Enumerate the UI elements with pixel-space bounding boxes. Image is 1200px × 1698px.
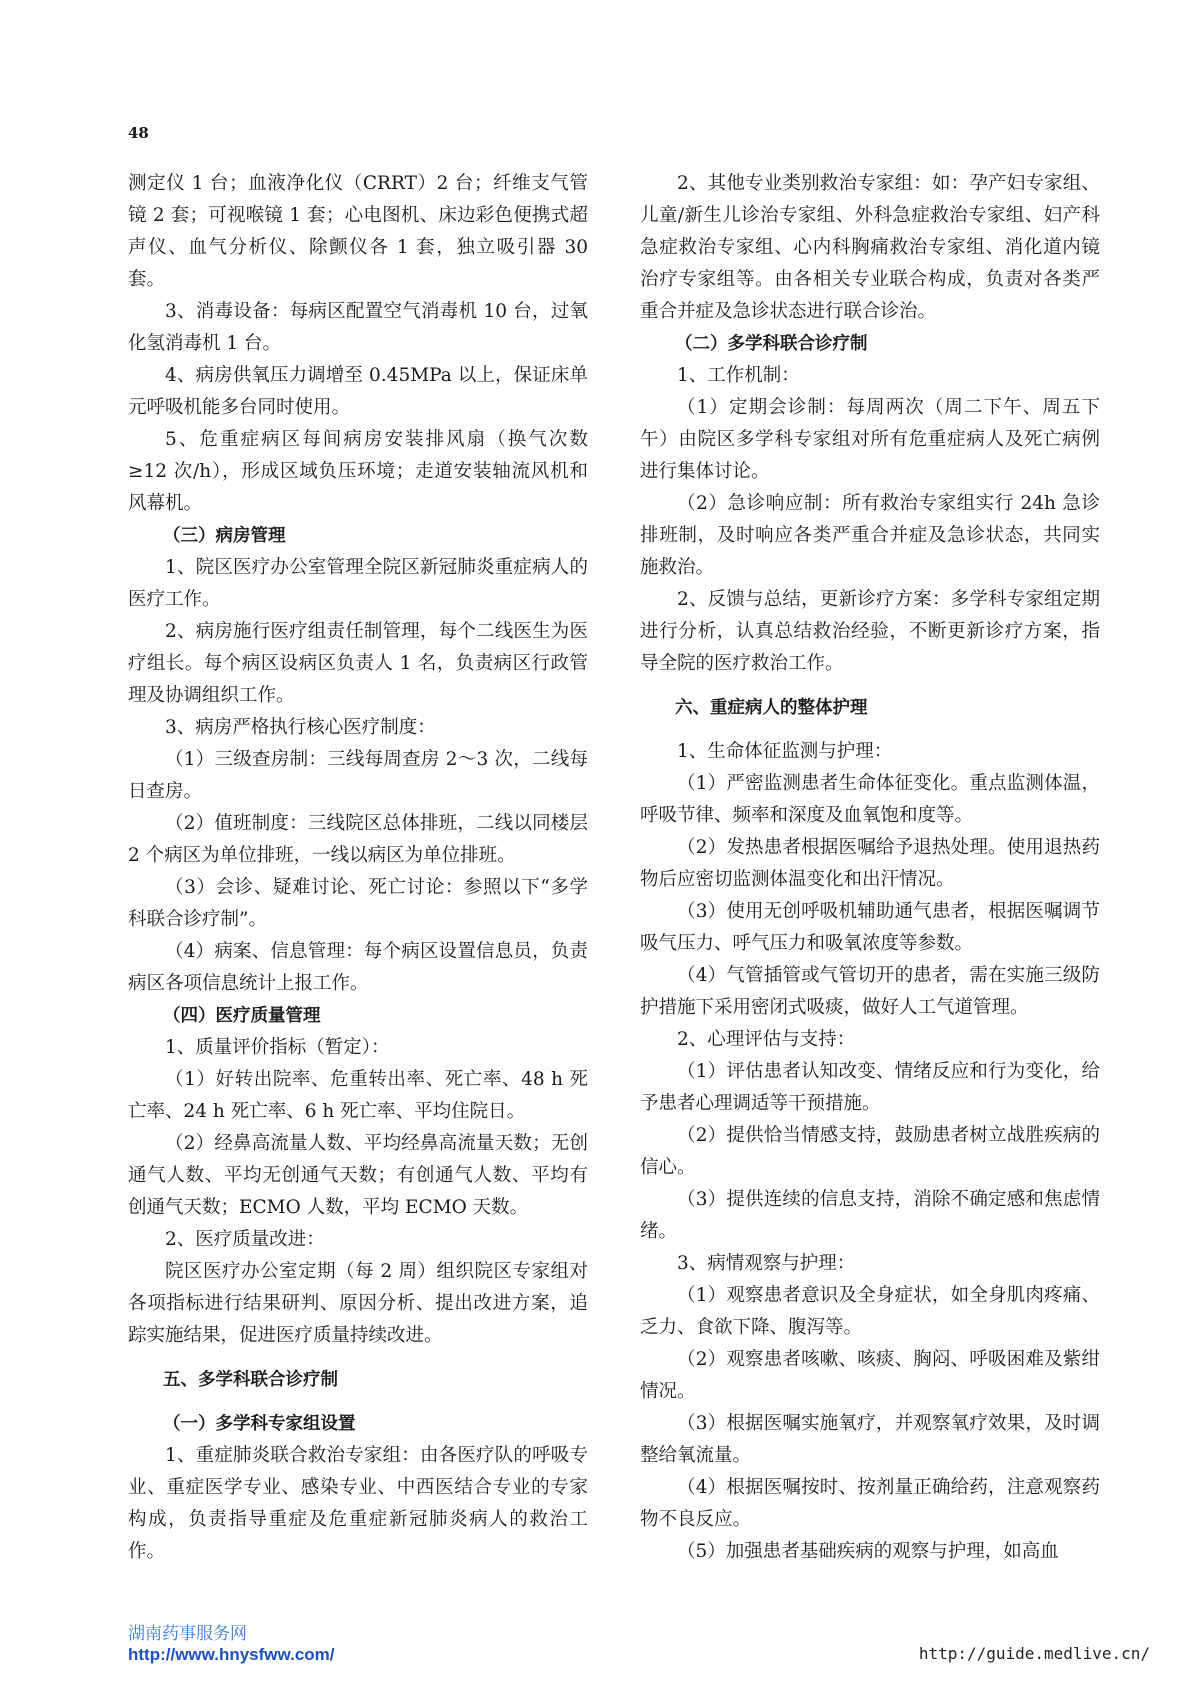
paragraph: （2）急诊响应制：所有救治专家组实行 24h 急诊排班制，及时响应各类严重合并症及急诊状态，共同实施救治。 (640, 493, 1100, 578)
footer-site-url[interactable]: http://www.hnysfww.com/ (128, 1645, 335, 1664)
paragraph: （3）根据医嘱实施氧疗，并观察氧疗效果，及时调整给氧流量。 (640, 1413, 1100, 1466)
paragraph: 1、质量评价指标（暂定）： (165, 1037, 390, 1058)
paragraph: 2、医疗质量改进： (165, 1229, 325, 1250)
left-column (128, 168, 588, 1568)
paragraph: （2）提供恰当情感支持，鼓励患者树立战胜疾病的信心。 (640, 1125, 1100, 1178)
paragraph: （3）提供连续的信息支持，消除不确定感和焦虑情绪。 (640, 1189, 1100, 1242)
page-number: 48 (128, 124, 149, 142)
paragraph: 1、重症肺炎联合救治专家组：由各医疗队的呼吸专业、重症医学专业、感染专业、中西医结合专业的专家构成，负责指导重症及危重症新冠肺炎病人的救治工作。 (128, 1445, 588, 1562)
footer-watermark-left (128, 1624, 335, 1666)
paragraph: （5）加强患者基础疾病的观察与护理，如高血 (677, 1541, 1059, 1562)
paragraph: 3、病房严格执行核心医疗制度： (165, 717, 436, 738)
subsection-heading: （三）病房管理 (163, 526, 286, 546)
paragraph: 1、生命体征监测与护理： (677, 741, 893, 762)
paragraph: 1、院区医疗办公室管理全院区新冠肺炎重症病人的医疗工作。 (128, 557, 588, 610)
paragraph: （1）好转出院率、危重转出率、死亡率、48 h 死亡率、24 h 死亡率、6 h 死亡率、平均住院日。 (128, 1069, 588, 1122)
paragraph: （4）气管插管或气管切开的患者，需在实施三级防护措施下采用密闭式吸痰，做好人工气道管理。 (640, 965, 1100, 1018)
section-heading: 六、重症病人的整体护理 (675, 698, 868, 718)
paragraph: 4、病房供氧压力调增至 0.45MPa 以上，保证床单元呼吸机能多台同时使用。 (128, 365, 588, 418)
paragraph: （1）评估患者认知改变、情绪反应和行为变化，给予患者心理调适等干预措施。 (640, 1061, 1100, 1114)
subsection-heading: （二）多学科联合诊疗制 (675, 334, 868, 354)
paragraph: （1）观察患者意识及全身症状，如全身肌肉疼痛、乏力、食欲下降、腹泻等。 (640, 1285, 1100, 1338)
section-heading: 五、多学科联合诊疗制 (163, 1370, 338, 1390)
footer-site-name: 湖南药事服务网 (128, 1624, 247, 1643)
paragraph: （2）观察患者咳嗽、咳痰、胸闷、呼吸困难及紫绀情况。 (640, 1349, 1100, 1402)
paragraph: 2、反馈与总结，更新诊疗方案：多学科专家组定期进行分析，认真总结救治经验，不断更新诊疗方案，指导全院的医疗救治工作。 (640, 589, 1100, 674)
subsection-heading: （四）医疗质量管理 (163, 1006, 321, 1026)
paragraph: 5、危重症病区每间病房安装排风扇（换气次数 ≥12 次/h），形成区域负压环境；走道安装轴流风机和风幕机。 (128, 429, 588, 514)
paragraph: 测定仪 1 台；血液净化仪（CRRT）2 台；纤维支气管镜 2 套；可视喉镜 1 套；心电图机、床边彩色便携式超声仪、血气分析仪、除颤仪各 1 套，独立吸引器 30 套。 (128, 173, 588, 290)
paragraph: （4）病案、信息管理：每个病区设置信息员，负责病区各项信息统计上报工作。 (128, 941, 588, 994)
paragraph: 3、消毒设备：每病区配置空气消毒机 10 台，过氧化氢消毒机 1 台。 (128, 301, 588, 354)
right-column (640, 168, 1100, 1568)
paragraph: （3）会诊、疑难讨论、死亡讨论：参照以下“多学科联合诊疗制”。 (128, 877, 588, 930)
paragraph: （1）严密监测患者生命体征变化。重点监测体温，呼吸节律、频率和深度及血氧饱和度等。 (640, 773, 1100, 826)
paragraph: （1）定期会诊制：每周两次（周二下午、周五下午）由院区多学科专家组对所有危重症病人及死亡病例进行集体讨论。 (640, 397, 1100, 482)
paragraph: （3）使用无创呼吸机辅助通气患者，根据医嘱调节吸气压力、呼气压力和吸氧浓度等参数。 (640, 901, 1100, 954)
paragraph: 3、病情观察与护理： (677, 1253, 856, 1274)
paragraph: 2、其他专业类别救治专家组：如：孕产妇专家组、儿童/新生儿诊治专家组、外科急症救治专家组、妇产科急症救治专家组、心内科胸痛救治专家组、消化道内镜治疗专家组等。由各相关专业联合构成，负责对各类严重合并症及急诊状态进行联合诊治。 (640, 173, 1100, 322)
paragraph: （1）三级查房制：三线每周查房 2～3 次，二线每日查房。 (128, 749, 588, 802)
paragraph: （4）根据医嘱按时、按剂量正确给药，注意观察药物不良反应。 (640, 1477, 1100, 1530)
footer-watermark-right[interactable]: http://guide.medlive.cn/ (918, 1644, 1150, 1663)
paragraph: （2）经鼻高流量人数、平均经鼻高流量天数；无创通气人数、平均无创通气天数；有创通气人数、平均有创通气天数；ECMO 人数，平均 ECMO 天数。 (128, 1133, 588, 1218)
paragraph: （2）值班制度：三线院区总体排班，二线以同楼层 2 个病区为单位排班，一线以病区为单位排班。 (128, 813, 588, 866)
paragraph: 1、工作机制： (677, 365, 800, 386)
paragraph: 院区医疗办公室定期（每 2 周）组织院区专家组对各项指标进行结果研判、原因分析、提出改进方案，追踪实施结果，促进医疗质量持续改进。 (128, 1261, 588, 1346)
paragraph: 2、心理评估与支持： (677, 1029, 856, 1050)
paragraph: （2）发热患者根据医嘱给予退热处理。使用退热药物后应密切监测体温变化和出汗情况。 (640, 837, 1100, 890)
paragraph: 2、病房施行医疗组责任制管理，每个二线医生为医疗组长。每个病区设病区负责人 1 名，负责病区行政管理及协调组织工作。 (128, 621, 588, 706)
subsection-heading: （一）多学科专家组设置 (163, 1414, 356, 1434)
